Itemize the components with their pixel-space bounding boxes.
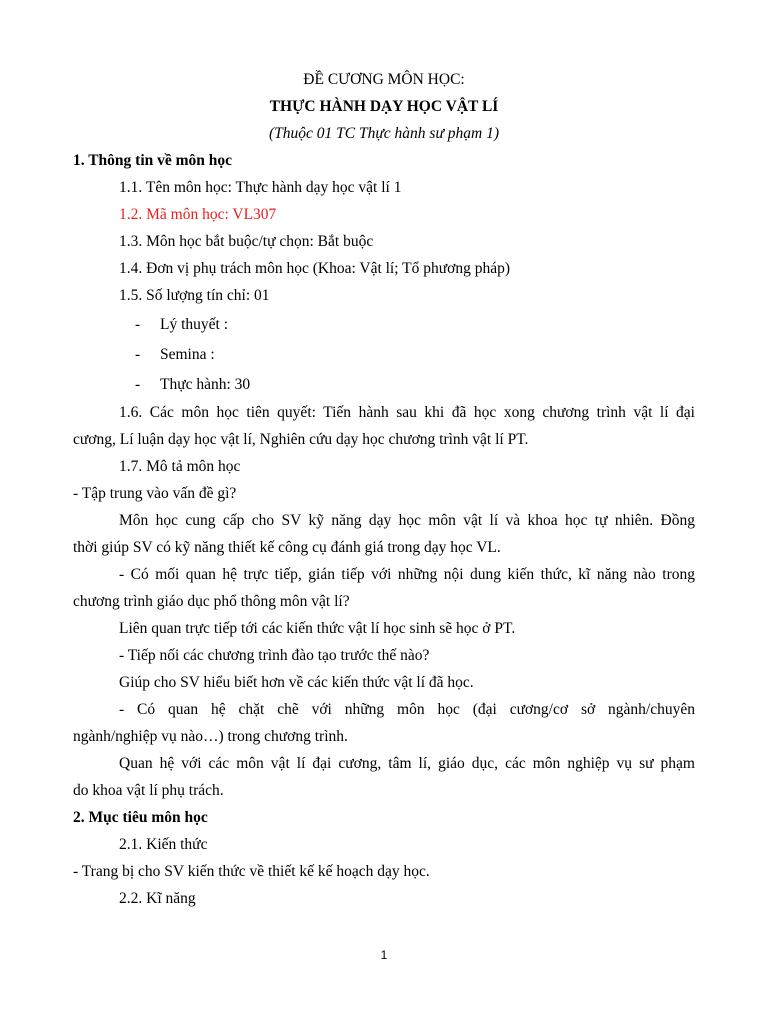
answer-4 bbox=[73, 750, 695, 804]
item-1-3: 1.3. Môn học bắt buộc/tự chọn: Bắt buộc bbox=[119, 233, 374, 250]
sub-item-label: Semina : bbox=[160, 346, 215, 363]
paragraph-line: thời giúp SV có kỹ năng thiết kế công cụ đánh giá trong dạy học VL. bbox=[73, 539, 501, 556]
item-2-1-text: - Trang bị cho SV kiến thức về thiết kế kế hoạch dạy học. bbox=[73, 863, 430, 880]
sub-item-practice bbox=[73, 370, 695, 399]
paragraph-line: chương trình giáo dục phổ thông môn vật lí? bbox=[73, 593, 350, 610]
section-1-heading: 1. Thông tin về môn học bbox=[73, 152, 233, 169]
section-2-heading: 2. Mục tiêu môn học bbox=[73, 809, 208, 826]
item-1-4: 1.4. Đơn vị phụ trách môn học (Khoa: Vật lí; Tổ phương pháp) bbox=[119, 260, 510, 277]
paragraph-line: - Có mối quan hệ trực tiếp, gián tiếp với những nội dung kiến thức, kĩ năng nào trong bbox=[119, 566, 695, 583]
sub-item-theory bbox=[73, 310, 695, 339]
item-1-2-course-code: 1.2. Mã môn học: VL307 bbox=[119, 206, 277, 223]
document-title: THỰC HÀNH DẠY HỌC VẬT LÍ bbox=[269, 98, 499, 115]
question-4 bbox=[73, 696, 695, 750]
answer-3: Giúp cho SV hiểu biết hơn về các kiến thức vật lí đã học. bbox=[119, 674, 474, 691]
sub-item-seminar bbox=[73, 340, 695, 369]
item-1-5: 1.5. Số lượng tín chỉ: 01 bbox=[119, 287, 270, 304]
dash-marker: - bbox=[135, 346, 141, 363]
answer-2: Liên quan trực tiếp tới các kiến thức vật lí học sinh sẽ học ở PT. bbox=[119, 620, 516, 637]
paragraph-line: ngành/nghiệp vụ nào…) trong chương trình. bbox=[73, 728, 348, 745]
item-2-2: 2.2. Kĩ năng bbox=[119, 890, 196, 907]
sub-item-label: Thực hành: 30 bbox=[160, 376, 251, 393]
paragraph-line: cương, Lí luận dạy học vật lí, Nghiên cứu dạy học chương trình vật lí PT. bbox=[73, 431, 529, 448]
item-2-1: 2.1. Kiến thức bbox=[119, 836, 208, 853]
paragraph-line: Môn học cung cấp cho SV kỹ năng dạy học môn vật lí và khoa học tự nhiên. Đồng bbox=[119, 512, 695, 529]
item-1-7: 1.7. Mô tả môn học bbox=[119, 458, 241, 475]
header-line: ĐỀ CƯƠNG MÔN HỌC: bbox=[303, 71, 465, 88]
paragraph-line: 1.6. Các môn học tiên quyết: Tiến hành sau khi đã học xong chương trình vật lí đại bbox=[119, 404, 695, 421]
item-1-1: 1.1. Tên môn học: Thực hành dạy học vật lí 1 bbox=[119, 179, 402, 196]
document-subtitle: (Thuộc 01 TC Thực hành sư phạm 1) bbox=[268, 125, 500, 142]
document-page bbox=[73, 66, 695, 912]
page-number: 1 bbox=[380, 948, 388, 962]
paragraph-line: Quan hệ với các môn vật lí đại cương, tâm lí, giáo dục, các môn nghiệp vụ sư phạm bbox=[119, 755, 695, 772]
paragraph-line: do khoa vật lí phụ trách. bbox=[73, 782, 224, 799]
sub-item-label: Lý thuyết : bbox=[160, 316, 229, 333]
question-2 bbox=[73, 561, 695, 615]
question-3: - Tiếp nối các chương trình đào tạo trước thế nào? bbox=[119, 647, 430, 664]
question-1: - Tập trung vào vấn đề gì? bbox=[73, 485, 237, 502]
answer-1 bbox=[73, 507, 695, 561]
item-1-6 bbox=[73, 399, 695, 453]
paragraph-line: - Có quan hệ chặt chẽ với những môn học (đại cương/cơ sở ngành/chuyên bbox=[119, 701, 695, 718]
dash-marker: - bbox=[135, 376, 141, 393]
dash-marker: - bbox=[135, 316, 141, 333]
